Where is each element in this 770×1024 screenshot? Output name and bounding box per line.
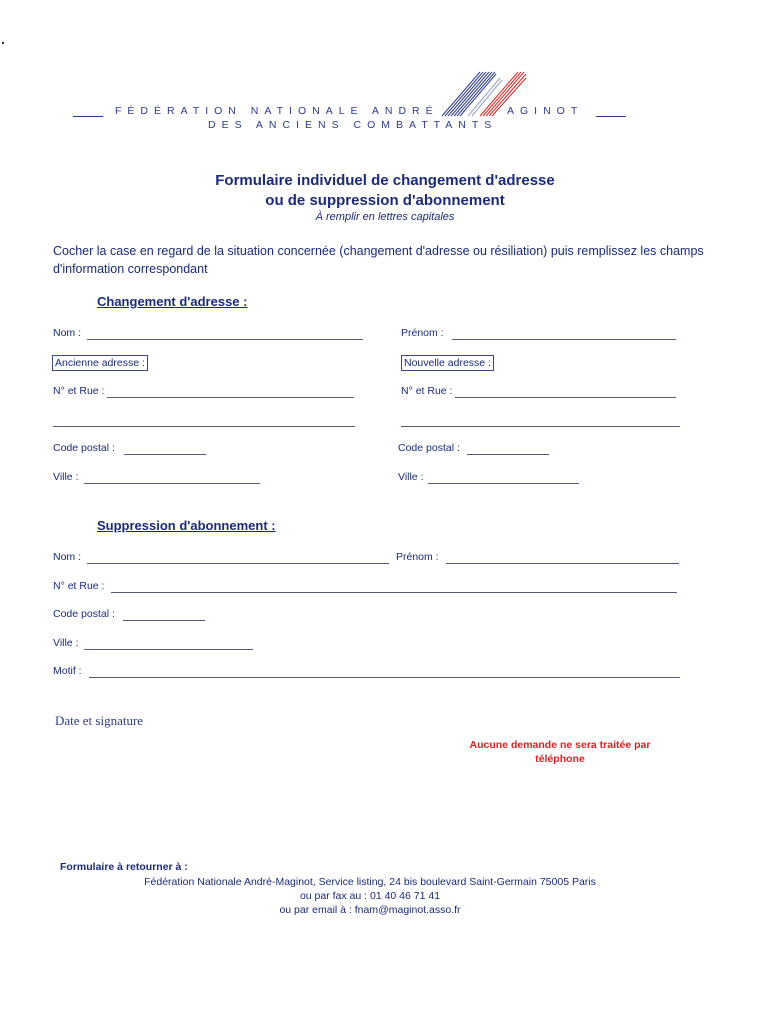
cancel-street-field[interactable] xyxy=(111,592,677,593)
old-postal-field[interactable] xyxy=(124,454,206,455)
header-rule-left xyxy=(73,116,103,117)
phone-warning-line2: téléphone xyxy=(535,753,585,765)
cancel-postal-label: Code postal : xyxy=(53,608,115,620)
cancel-city-label: Ville : xyxy=(53,637,79,649)
section-change-address-heading: Changement d'adresse : xyxy=(97,294,248,309)
old-address-checkbox[interactable]: Ancienne adresse : xyxy=(52,355,148,371)
old-street-field[interactable] xyxy=(107,397,354,398)
change-prenom-field[interactable] xyxy=(452,339,676,340)
section-cancel-subscription-heading: Suppression d'abonnement : xyxy=(97,518,276,533)
new-address-checkbox[interactable]: Nouvelle adresse : xyxy=(401,355,494,371)
form-title-line1: Formulaire individuel de changement d'adresse xyxy=(215,172,555,189)
form-title-line2: ou de suppression d'abonnement xyxy=(265,192,505,209)
old-street-label: N° et Rue : xyxy=(53,385,105,397)
change-prenom-label: Prénom : xyxy=(401,327,444,339)
cancel-reason-field[interactable] xyxy=(89,677,680,678)
old-city-label: Ville : xyxy=(53,471,79,483)
org-name-maginot: AGINOT xyxy=(507,105,584,117)
change-nom-field[interactable] xyxy=(87,339,363,340)
new-postal-label: Code postal : xyxy=(398,442,460,454)
fnam-logo-icon xyxy=(438,68,528,118)
cancel-prenom-label: Prénom : xyxy=(396,551,439,563)
return-fax: ou par fax au : 01 40 46 71 41 xyxy=(299,890,441,902)
org-name-line1: FÉDÉRATION NATIONALE ANDRÉ xyxy=(115,105,439,117)
form-instructions: Cocher la case en regard de la situation concernée (changement d'adresse ou résiliation) puis remplissez les champs d'information correspondant xyxy=(53,244,704,276)
cancel-nom-field[interactable] xyxy=(87,563,389,564)
old-city-field[interactable] xyxy=(84,483,260,484)
return-address-heading: Formulaire à retourner à : xyxy=(60,861,188,873)
date-signature-label: Date et signature xyxy=(55,713,144,728)
cancel-postal-field[interactable] xyxy=(123,620,205,621)
cancel-nom-label: Nom : xyxy=(53,551,82,563)
new-city-field[interactable] xyxy=(428,483,579,484)
new-postal-field[interactable] xyxy=(467,454,549,455)
new-street-field-line2[interactable] xyxy=(401,426,680,427)
header-rule-right xyxy=(596,116,626,117)
phone-warning-line1: Aucune demande ne sera traitée par xyxy=(469,739,651,751)
cancel-reason-label: Motif : xyxy=(53,665,82,677)
change-nom-label: Nom : xyxy=(53,327,82,339)
org-name-line2: DES ANCIENS COMBATTANTS xyxy=(208,119,498,131)
form-subtitle: À remplir en lettres capitales xyxy=(315,211,455,223)
new-city-label: Ville : xyxy=(398,471,424,483)
return-email: ou par email à : fnam@maginot.asso.fr xyxy=(279,904,461,916)
cancel-street-label: N° et Rue : xyxy=(53,580,105,592)
old-postal-label: Code postal : xyxy=(53,442,115,454)
cancel-city-field[interactable] xyxy=(84,649,253,650)
new-street-field[interactable] xyxy=(455,397,676,398)
cancel-prenom-field[interactable] xyxy=(446,563,679,564)
stray-mark xyxy=(2,42,4,44)
old-street-field-line2[interactable] xyxy=(53,426,355,427)
return-postal-address: Fédération Nationale André-Maginot, Service listing, 24 bis boulevard Saint-Germain 75005 Paris xyxy=(144,876,596,888)
new-street-label: N° et Rue : xyxy=(401,385,453,397)
